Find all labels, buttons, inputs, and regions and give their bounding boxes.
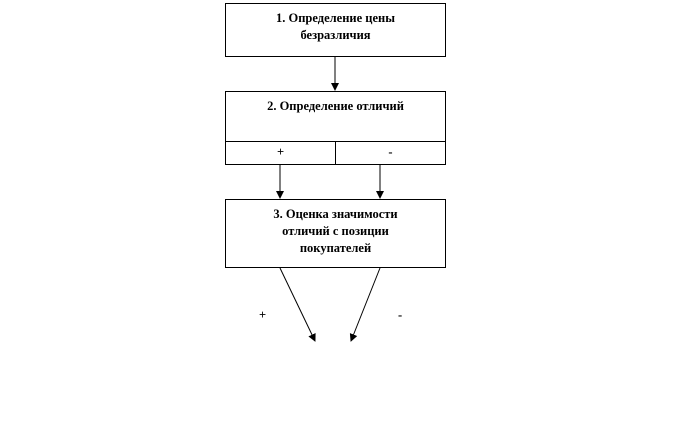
step2-title: 2. Определение отличий [267,99,404,113]
step2-minus-cell: - [335,142,445,164]
step2-box [225,91,446,165]
step2-plus-cell: + [276,145,285,159]
step3-box [225,199,446,268]
bottom-minus-label: - [398,308,403,322]
arrow-step3-minus-out [351,268,380,341]
arrow-step3-plus-out [280,268,315,341]
step1-box [225,3,446,57]
step1-line2: безразличия [300,28,371,42]
step3-line3: покупателей [299,241,372,255]
bottom-plus-label: + [259,308,267,322]
step1-line1: 1. Определение цены [276,11,395,25]
step3-line2: отличий с позиции [282,224,389,238]
step3-line1: 3. Оценка значимости [273,207,398,221]
step2-cells [226,141,445,164]
